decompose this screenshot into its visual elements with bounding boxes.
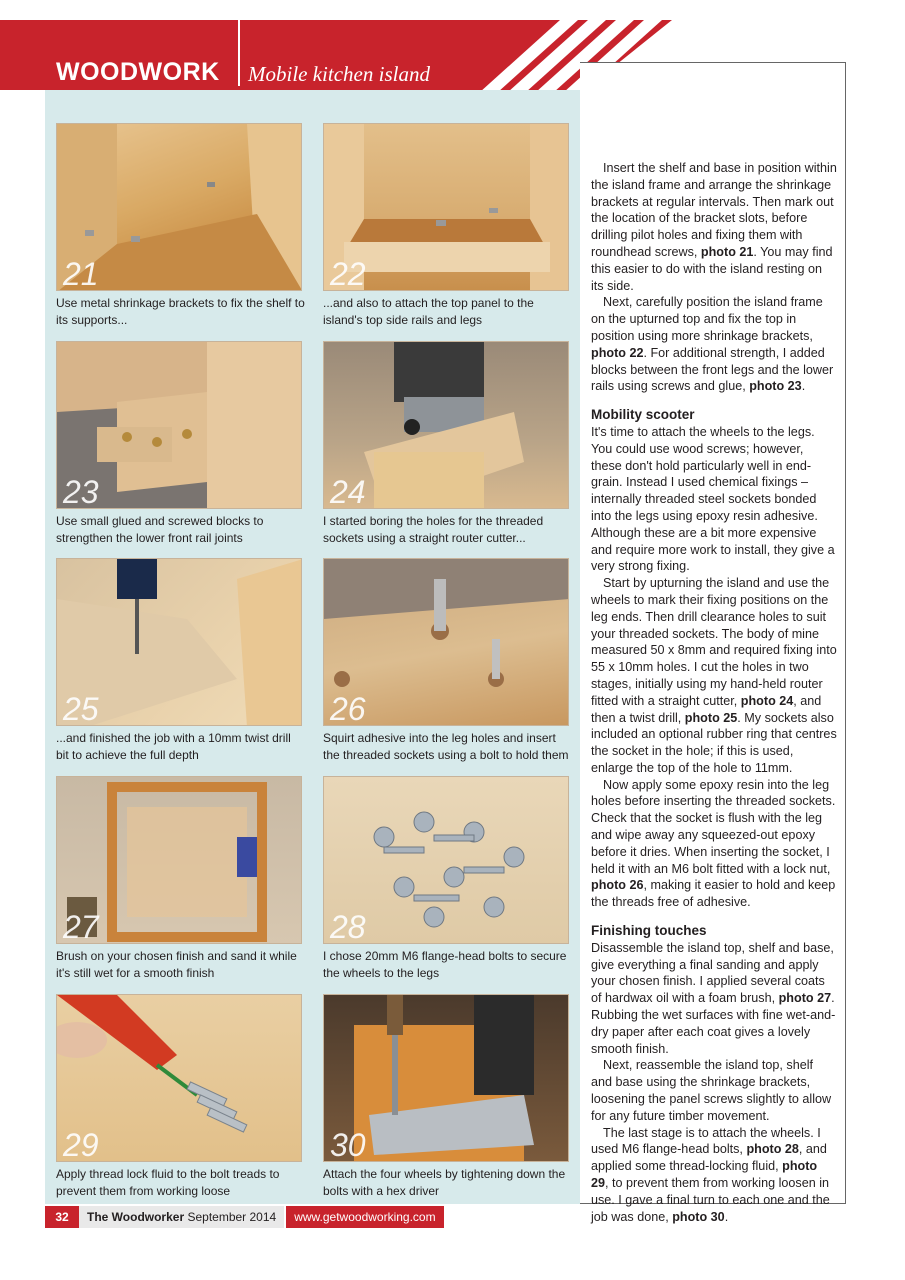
page-number: 32 [45,1206,79,1228]
photo-number: 28 [330,909,366,944]
section-heading: Mobility scooter [591,407,695,423]
article-paragraph: Start by upturning the island and use the wheels to mark their fixing positions on the leg ends. Then drill clearance holes to suit your threaded sockets. The body of mine measured 50 x 8mm and required fixing into 55 x 10mm holes. I cut the holes in two stages, initially using my hand-held router fitted with a straight cutter, photo 24, and then a twist drill, photo 25. My sockets also included an optional rubber ring that centres the socket in the hole; if this is used, enlarge the top of the hole to 11mm. [591,576,837,775]
article-subtitle: Mobile kitchen island [248,62,430,86]
photo-caption: Squirt adhesive into the leg holes and insert the threaded sockets using a bolt to hold them [323,731,569,762]
website-link[interactable]: www.getwoodworking.com [286,1206,443,1228]
article-paragraph: Next, carefully position the island frame on the upturned top and fix the top in position using more shrinkage brackets, photo 22. For additional strength, I added blocks between the front legs and the lower rails using screws and glue, photo 23. [591,295,834,394]
photo-29 [56,994,302,1162]
photo-25 [56,558,302,726]
photo-caption: Apply thread lock fluid to the bolt treads to prevent them from working loose [56,1167,280,1198]
photo-caption: Use metal shrinkage brackets to fix the shelf to its supports... [56,296,305,327]
photo-23 [56,341,302,509]
photo-24 [323,341,569,509]
photo-caption: ...and finished the job with a 10mm twist drill bit to achieve the full depth [56,731,291,762]
photo-number: 26 [330,691,366,726]
photo-number: 23 [63,474,99,509]
page-footer [45,1206,444,1228]
photo-number: 30 [330,1127,366,1162]
photo-22 [323,123,569,291]
photo-number: 21 [63,256,99,291]
magazine-name: The Woodworker [87,1210,185,1224]
photo-caption: ...and also to attach the top panel to the island's top side rails and legs [323,296,534,327]
photo-28 [323,776,569,944]
header-divider [238,20,240,86]
photo-caption: Brush on your chosen finish and sand it while it's still wet for a smooth finish [56,949,297,980]
photo-number: 22 [330,256,366,291]
article-paragraph: It's time to attach the wheels to the legs. You could use wood screws; however, these don't hold particularly well in end-grain. Instead I used chemical fixings – internally threaded steel sockets bonded into the legs using epoxy resin adhesive. Although these are a bit more expensive and require more work to install, they give a very strong fixing. [591,424,835,574]
photo-number: 27 [63,909,99,944]
article-paragraph: Insert the shelf and base in position within the island frame and arrange the shrinkage brackets at regular intervals. Then mark out the location of the bracket slots, before drilling pilot holes and fixing them with roundhead screws, photo 21. You may find this easier to do with the island resting on its side. [591,161,837,293]
photo-number: 24 [330,474,366,509]
photo-number: 29 [63,1127,99,1162]
photo-26 [323,558,569,726]
photo-caption: I chose 20mm M6 flange-head bolts to secure the wheels to the legs [323,949,567,980]
article-paragraph: The last stage is to attach the wheels. I used M6 flange-head bolts, photo 28, and applied some thread-locking fluid, photo 29, to prevent them from working loosen in use. I gave a final turn to each one and the job was done, photo 30. [591,1125,830,1224]
article-paragraph: Next, reassemble the island top, shelf and base using the shrinkage brackets, loosening the panel screws slightly to allow for any future timber movement. [591,1058,832,1123]
article-body [591,160,837,1225]
photo-21 [56,123,302,291]
section-title: WOODWORK [56,58,220,86]
photo-caption: I started boring the holes for the threaded sockets using a straight router cutter... [323,514,544,545]
section-heading: Finishing touches [591,923,707,939]
article-paragraph: Disassemble the island top, shelf and base, give everything a final sanding and apply your chosen finish. I applied several coats of hardwax oil with a foam brush, photo 27. Rubbing the wet surfaces with fine wet-and-dry paper after each coat gives a lovely smooth finish. [591,940,836,1056]
issue-date: September 2014 [187,1210,277,1224]
photo-caption: Attach the four wheels by tightening down the bolts with a hex driver [323,1167,566,1198]
photo-30 [323,994,569,1162]
photo-number: 25 [63,691,99,726]
photo-27 [56,776,302,944]
magazine-credit [79,1206,284,1228]
photo-caption: Use small glued and screwed blocks to strengthen the lower front rail joints [56,514,264,545]
article-paragraph: Now apply some epoxy resin into the leg holes before inserting the threaded sockets. Check that the socket is flush with the leg and wipe away any squeezed-out epoxy before it dries. When inserting the socket, I held it with an M6 bolt fitted with a lock nut, photo 26, making it easier to hold and keep the threads free of adhesive. [591,777,836,910]
